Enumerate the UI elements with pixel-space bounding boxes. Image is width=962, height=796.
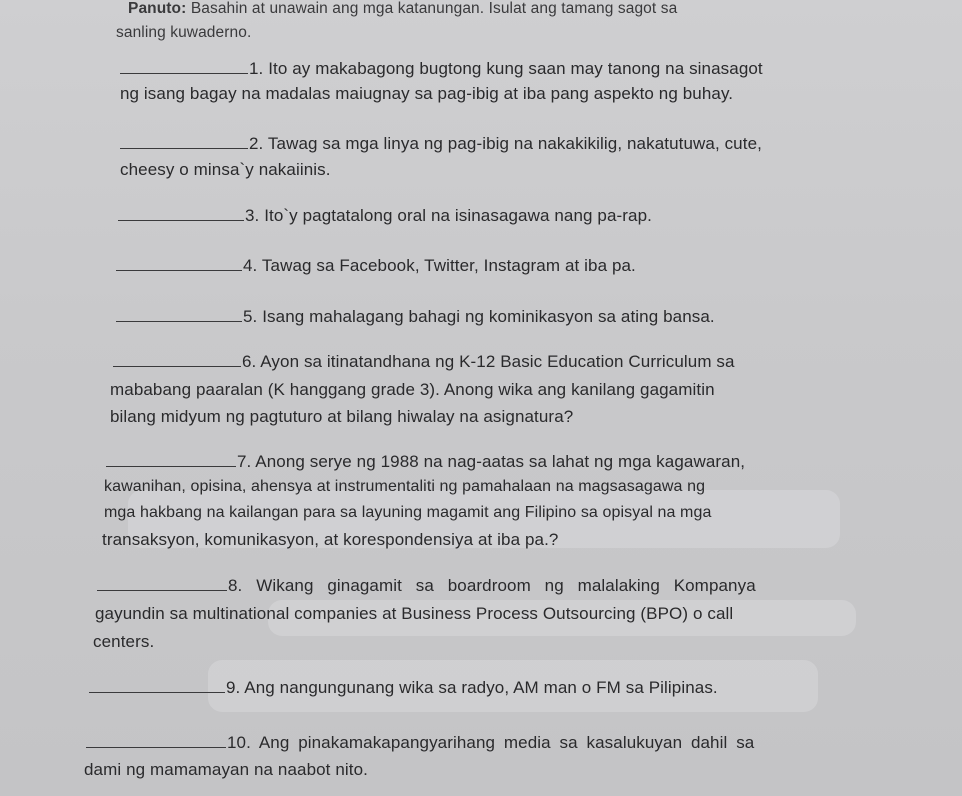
question-6 bbox=[113, 352, 735, 372]
question-text: Isang mahalagang bahagi ng kominikasyon sa ating bansa. bbox=[262, 307, 715, 326]
question-number: 8. bbox=[228, 576, 243, 595]
answer-blank-5[interactable] bbox=[116, 307, 242, 322]
question-3 bbox=[118, 206, 652, 226]
answer-blank-9[interactable] bbox=[89, 678, 225, 693]
question-7-cont bbox=[104, 478, 705, 496]
answer-blank-6[interactable] bbox=[113, 352, 241, 367]
question-number: 10. bbox=[227, 733, 251, 752]
question-text: Tawag sa Facebook, Twitter, Instagram at iba pa. bbox=[261, 256, 636, 275]
question-text: Ang pinakamakapangyarihang media sa kasalukuyan dahil sa bbox=[258, 733, 755, 752]
question-8-cont-2 bbox=[93, 632, 154, 652]
answer-blank-10[interactable] bbox=[86, 733, 226, 748]
question-text: ng isang bagay na madalas maiugnay sa pag-ibig at iba pang aspekto ng buhay. bbox=[120, 84, 734, 103]
question-text: transaksyon, komunikasyon, at korespondensiya at iba pa.? bbox=[102, 530, 559, 549]
instructions-text-2: sanling kuwaderno. bbox=[116, 24, 252, 41]
question-text: bilang midyum ng pagtuturo at bilang hiwalay na asignatura? bbox=[110, 407, 574, 426]
question-text: centers. bbox=[93, 632, 155, 651]
question-number: 7. bbox=[237, 452, 252, 471]
question-text: Ayon sa itinatandhana ng K-12 Basic Education Curriculum sa bbox=[260, 352, 735, 371]
instructions-text: Basahin at unawain ang mga katanungan. Isulat ang tamang sagot sa bbox=[190, 0, 678, 17]
question-2-cont bbox=[120, 160, 331, 180]
question-6-cont bbox=[110, 380, 715, 400]
question-1-cont bbox=[120, 84, 733, 104]
question-text: Ang nangungunang wika sa radyo, AM man o FM sa Pilipinas. bbox=[244, 678, 718, 697]
question-7-cont-2 bbox=[104, 504, 711, 522]
question-text: Wikang ginagamit sa boardroom ng malalaking Kompanya bbox=[256, 576, 756, 595]
question-2 bbox=[120, 134, 762, 154]
answer-blank-4[interactable] bbox=[116, 256, 242, 271]
question-8-cont bbox=[95, 604, 733, 624]
question-number: 3. bbox=[245, 206, 260, 225]
question-10-cont bbox=[84, 760, 368, 780]
question-text: Ito`y pagtatalong oral na isinasagawa nang pa-rap. bbox=[264, 206, 652, 225]
question-8 bbox=[97, 576, 756, 596]
answer-blank-7[interactable] bbox=[106, 452, 236, 467]
question-number: 5. bbox=[243, 307, 258, 326]
instructions-line-1 bbox=[128, 0, 677, 18]
question-number: 4. bbox=[243, 256, 258, 275]
answer-blank-2[interactable] bbox=[120, 134, 248, 149]
question-5 bbox=[116, 307, 715, 327]
answer-blank-8[interactable] bbox=[97, 576, 227, 591]
question-text: mababang paaralan (K hanggang grade 3). Anong wika ang kanilang gagamitin bbox=[110, 380, 715, 399]
question-text: Ito ay makabagong bugtong kung saan may tanong na sinasagot bbox=[268, 59, 763, 78]
question-number: 2. bbox=[249, 134, 264, 153]
question-7-cont-3 bbox=[102, 530, 558, 550]
question-6-cont-2 bbox=[110, 407, 573, 427]
question-4 bbox=[116, 256, 636, 276]
question-text: Anong serye ng 1988 na nag-aatas sa lahat ng mga kagawaran, bbox=[255, 452, 746, 471]
question-10 bbox=[86, 733, 754, 753]
question-number: 1. bbox=[249, 59, 264, 78]
question-number: 6. bbox=[242, 352, 257, 371]
answer-blank-3[interactable] bbox=[118, 206, 244, 221]
question-text: Tawag sa mga linya ng pag-ibig na nakakikilig, nakatutuwa, cute, bbox=[267, 134, 762, 153]
instructions-line-2 bbox=[116, 24, 251, 42]
question-1 bbox=[120, 59, 763, 79]
question-text: kawanihan, opisina, ahensya at instrumentaliti ng pamahalaan na magsasagawa ng bbox=[104, 478, 706, 495]
question-text: dami ng mamamayan na naabot nito. bbox=[84, 760, 368, 779]
question-number: 9. bbox=[226, 678, 241, 697]
instructions-label: Panuto: bbox=[128, 0, 187, 17]
question-7 bbox=[106, 452, 745, 472]
answer-blank-1[interactable] bbox=[120, 59, 248, 74]
question-text: gayundin sa multinational companies at Business Process Outsourcing (BPO) o call bbox=[95, 604, 734, 623]
question-text: mga hakbang na kailangan para sa layuning magamit ang Filipino sa opisyal na mga bbox=[104, 504, 712, 521]
question-9 bbox=[89, 678, 718, 698]
question-text: cheesy o minsa`y nakaiinis. bbox=[120, 160, 331, 179]
